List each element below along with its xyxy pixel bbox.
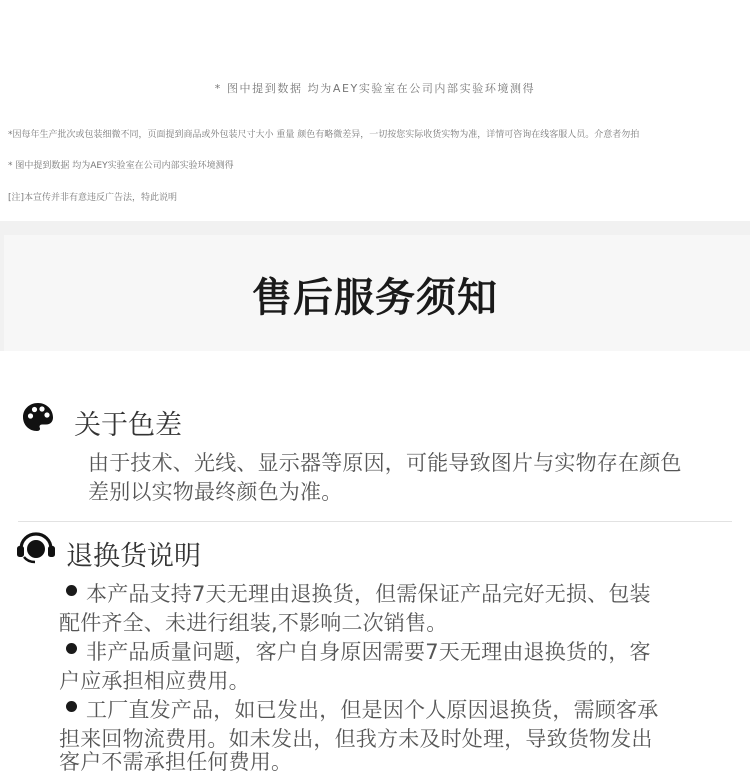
return-item-1-line-1: 本产品支持7天无理由退换货，但需保证产品完好无损、包装 <box>86 582 651 606</box>
page-title: 售后服务须知 <box>252 275 498 321</box>
ad-law-note: [注]本宣传并非有意违反广告法，特此说明 <box>8 193 178 203</box>
palette-icon <box>22 402 54 432</box>
return-item-3-line-2: 担来回物流费用。如未发出，但我方未及时处理，导致货物发出 <box>59 727 653 751</box>
bullet-marker <box>66 643 77 654</box>
color-text-line-1: 由于技术、光线、显示器等原因，可能导致图片与实物存在颜色 <box>88 451 682 475</box>
headset-icon <box>16 532 56 564</box>
data-disclaimer-top: * 图中提到数据 均为AEY实验室在公司内部实验环境测得 <box>214 82 536 95</box>
bullet-marker <box>66 701 77 712</box>
data-disclaimer-small: * 图中提到数据 均为AEY实验室在公司内部实验环境测得 <box>8 161 234 171</box>
return-item-2-line-1: 非产品质量问题，客户自身原因需要7天无理由退换货的，客 <box>86 640 651 664</box>
return-item-3-line-1: 工厂直发产品，如已发出，但是因个人原因退换货，需顾客承 <box>86 698 659 722</box>
return-item-3-line-3: 客户不需承担任何费用。 <box>59 750 293 774</box>
bullet-marker <box>66 585 77 596</box>
return-item-1-line-2: 配件齐全、未进行组装,不影响二次销售。 <box>59 611 448 635</box>
return-section-title: 退换货说明 <box>66 541 201 572</box>
color-section-title: 关于色差 <box>74 410 182 441</box>
color-text-line-2: 差别以实物最终颜色为准。 <box>88 480 343 504</box>
size-color-disclaimer: *因每年生产批次或包装细微不同，页面提到商品或外包装尺寸大小 重量 颜色有略微差异，一切按您实际收货实物为准，详情可咨询在线客服人员。介意者勿拍 <box>8 130 640 140</box>
return-item-2-line-2: 户应承担相应费用。 <box>59 669 250 693</box>
section-divider <box>18 521 732 522</box>
